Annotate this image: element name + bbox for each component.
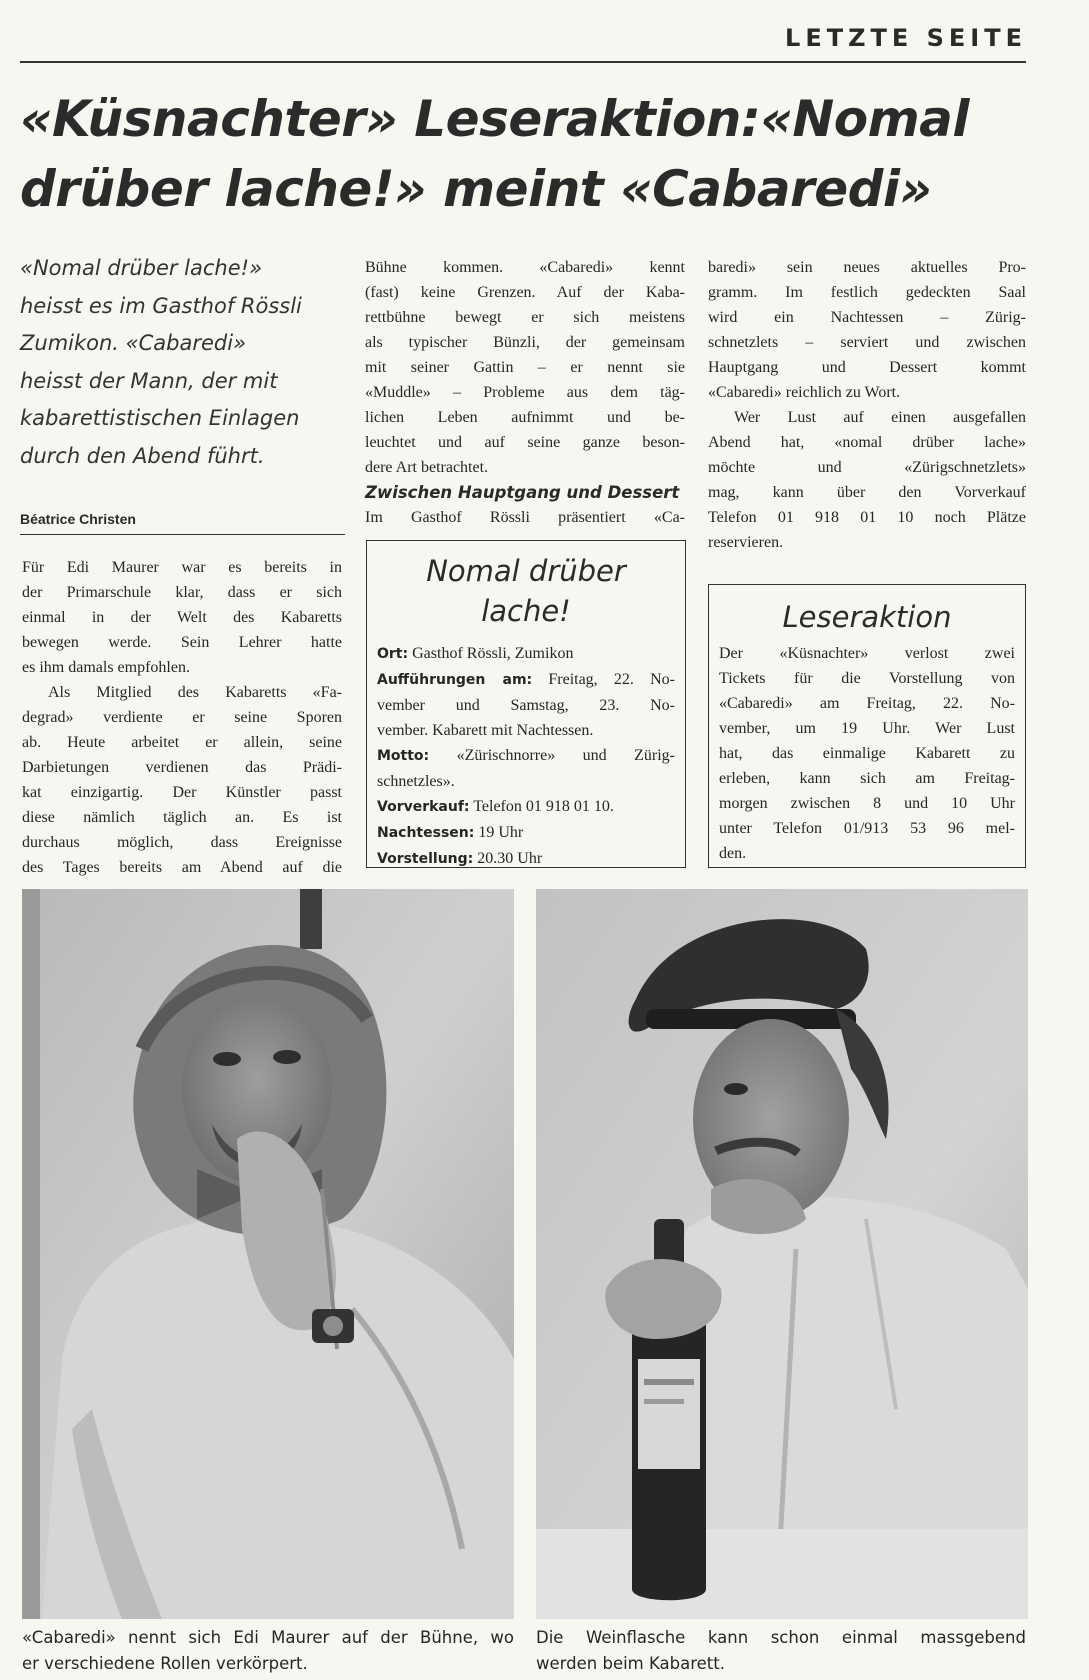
- text-line: Für Edi Maurer war es bereits in: [22, 559, 342, 576]
- text-line: gramm. Im festlich gedeckten Saal: [708, 284, 1026, 301]
- byline-rule: [20, 534, 345, 535]
- caption-line: Die Weinflasche kann schon einmal massgebend: [536, 1628, 1026, 1647]
- headline-line-1: «Küsnachter» Leseraktion:«Nomal: [20, 90, 970, 148]
- info-line: vember. Kabarett mit Nachtessen.: [377, 722, 594, 739]
- info-label: Ort:: [377, 646, 409, 662]
- text-line: reservieren.: [708, 534, 784, 551]
- text-line: leuchtet und auf seine ganze beson-: [365, 434, 685, 451]
- text-line: Hauptgang und Dessert kommt: [708, 359, 1026, 376]
- leser-line: Tickets für die Vorstellung von: [719, 670, 1015, 687]
- text-line: bewegen werde. Sein Lehrer hatte: [22, 634, 342, 651]
- info-value: Gasthof Rössli, Zumikon: [408, 645, 574, 662]
- top-rule: [20, 61, 1026, 63]
- leseraktion-title: [709, 597, 1025, 637]
- photo-caption-right: [536, 1625, 1026, 1677]
- text-line: kat einzigartig. Der Künstler passt: [22, 784, 342, 801]
- article-column-2: [365, 255, 685, 530]
- leseraktion-body: [719, 641, 1015, 866]
- info-line-auffuehrungen: [377, 667, 675, 693]
- lead-paragraph: [20, 250, 350, 475]
- text-line: dere Art betrachtet.: [365, 459, 489, 476]
- info-value: 19 Uhr: [474, 824, 524, 841]
- lead-line: Zumikon. «Cabaredi»: [20, 331, 247, 355]
- text-line: mag, kann über den Vorverkauf: [708, 484, 1026, 501]
- lead-line: heisst es im Gasthof Rössli: [20, 293, 302, 318]
- text-line: Telefon 01 918 01 10 noch Plätze: [708, 509, 1026, 526]
- text-line: Bühne kommen. «Cabaredi» kennt: [365, 259, 685, 276]
- caption-line: werden beim Kabarett.: [536, 1654, 725, 1673]
- article-column-3: [708, 255, 1026, 555]
- info-value: «Zürischnorre» und Zürig-: [429, 747, 675, 764]
- byline: Béatrice Christen: [20, 511, 136, 527]
- event-info-title-line: Nomal drüber: [426, 554, 626, 588]
- info-line: schnetzles».: [377, 773, 455, 790]
- photo-performer-cap-image: [536, 889, 1028, 1619]
- text-line: Darbietungen verdienen das Prädi-: [22, 759, 342, 776]
- lead-line: «Nomal drüber lache!»: [20, 256, 263, 280]
- photo-performer-hood: [22, 889, 514, 1619]
- info-label: Vorverkauf:: [377, 799, 470, 815]
- info-label: Aufführungen am:: [377, 672, 533, 688]
- leser-line: Der «Küsnachter» verlost zwei: [719, 645, 1015, 662]
- text-line: als typischer Bünzli, der gemeinsam: [365, 334, 685, 351]
- leser-line: hat, das einmalige Kabarett zu: [719, 745, 1015, 762]
- leser-line: den.: [719, 845, 747, 862]
- text-line: Wer Lust auf einen ausgefallen: [734, 409, 1026, 426]
- leser-line: erleben, kann sich am Freitag-: [719, 770, 1015, 787]
- leser-line: morgen zwischen 8 und 10 Uhr: [719, 795, 1015, 812]
- info-value: Telefon 01 918 01 10.: [469, 798, 614, 815]
- subheading: Zwischen Hauptgang und Dessert: [365, 483, 680, 502]
- text-line: wird ein Nachtessen – Zürig-: [708, 309, 1026, 326]
- text-line: Im Gasthof Rössli präsentiert «Ca-: [365, 509, 685, 526]
- info-value: 20.30 Uhr: [473, 850, 543, 867]
- event-info-title-line: lache!: [481, 594, 571, 628]
- info-value: Freitag, 22. No-: [532, 671, 676, 688]
- info-line: vember und Samstag, 23. No-: [377, 697, 675, 714]
- leser-line: «Cabaredi» am Freitag, 22. No-: [719, 695, 1015, 712]
- leseraktion-title-text: Leseraktion: [782, 600, 952, 634]
- text-line: des Tages bereits am Abend auf die: [22, 859, 342, 876]
- leseraktion-box: [708, 584, 1026, 868]
- info-line-vorstellung: [377, 846, 675, 872]
- text-line: rettbühne bewegt er sich meistens: [365, 309, 685, 326]
- text-line: degrad» verdiente er seine Sporen: [22, 709, 342, 726]
- info-label: Nachtessen:: [377, 825, 475, 841]
- caption-line: er verschiedene Rollen verkörpert.: [22, 1654, 308, 1673]
- text-line: lichen Leben aufnimmt und be-: [365, 409, 685, 426]
- text-line: (fast) keine Grenzen. Auf der Kaba-: [365, 284, 685, 301]
- text-line: ab. Heute arbeitet er allein, seine: [22, 734, 342, 751]
- info-label: Motto:: [377, 748, 430, 764]
- photo-performer-cap: [536, 889, 1028, 1619]
- section-label: LETZTE SEITE: [785, 24, 1027, 52]
- photo-caption-left: [22, 1625, 514, 1677]
- article-column-1: [22, 555, 342, 880]
- event-info-body: [377, 641, 675, 872]
- lead-line: heisst der Mann, der mit: [20, 368, 278, 393]
- leser-line: unter Telefon 01/913 53 96 mel-: [719, 820, 1015, 837]
- text-line: es ihm damals empfohlen.: [22, 659, 190, 676]
- lead-line: kabarettistischen Einlagen: [20, 406, 300, 430]
- info-line-vorverkauf: [377, 794, 675, 820]
- event-info-title: [367, 551, 685, 631]
- text-line: baredi» sein neues aktuelles Pro-: [708, 259, 1026, 276]
- info-line-motto: [377, 743, 675, 769]
- text-line: durchaus möglich, dass Ereignisse: [22, 834, 342, 851]
- info-label: Vorstellung:: [377, 851, 474, 867]
- headline-line-2: drüber lache!» meint «Cabaredi»: [20, 160, 932, 218]
- text-line: «Muddle» – Probleme aus dem täg-: [365, 384, 685, 401]
- text-line: mit seiner Gattin – er nennt sie: [365, 359, 685, 376]
- leser-line: vember, um 19 Uhr. Wer Lust: [719, 720, 1015, 737]
- text-line: schnetzlets – serviert und zwischen: [708, 334, 1026, 351]
- text-line: diese nämlich täglich an. Es ist: [22, 809, 342, 826]
- photo-performer-hood-image: [22, 889, 514, 1619]
- info-line-nachtessen: [377, 820, 675, 846]
- text-line: Abend hat, «nomal drüber lache»: [708, 434, 1026, 451]
- text-line: der Primarschule klar, dass er sich: [22, 584, 342, 601]
- text-line: möchte und «Zürigschnetzlets»: [708, 459, 1026, 476]
- text-line: «Cabaredi» reichlich zu Wort.: [708, 384, 901, 401]
- text-line: Als Mitglied des Kabaretts «Fa-: [48, 684, 342, 701]
- headline: [20, 84, 1040, 224]
- lead-line: durch den Abend führt.: [20, 443, 265, 468]
- event-info-box: [366, 540, 686, 868]
- caption-line: «Cabaredi» nennt sich Edi Maurer auf der Bühne, wo: [22, 1628, 514, 1647]
- info-line-ort: [377, 641, 675, 667]
- text-line: einmal in der Welt des Kabaretts: [22, 609, 342, 626]
